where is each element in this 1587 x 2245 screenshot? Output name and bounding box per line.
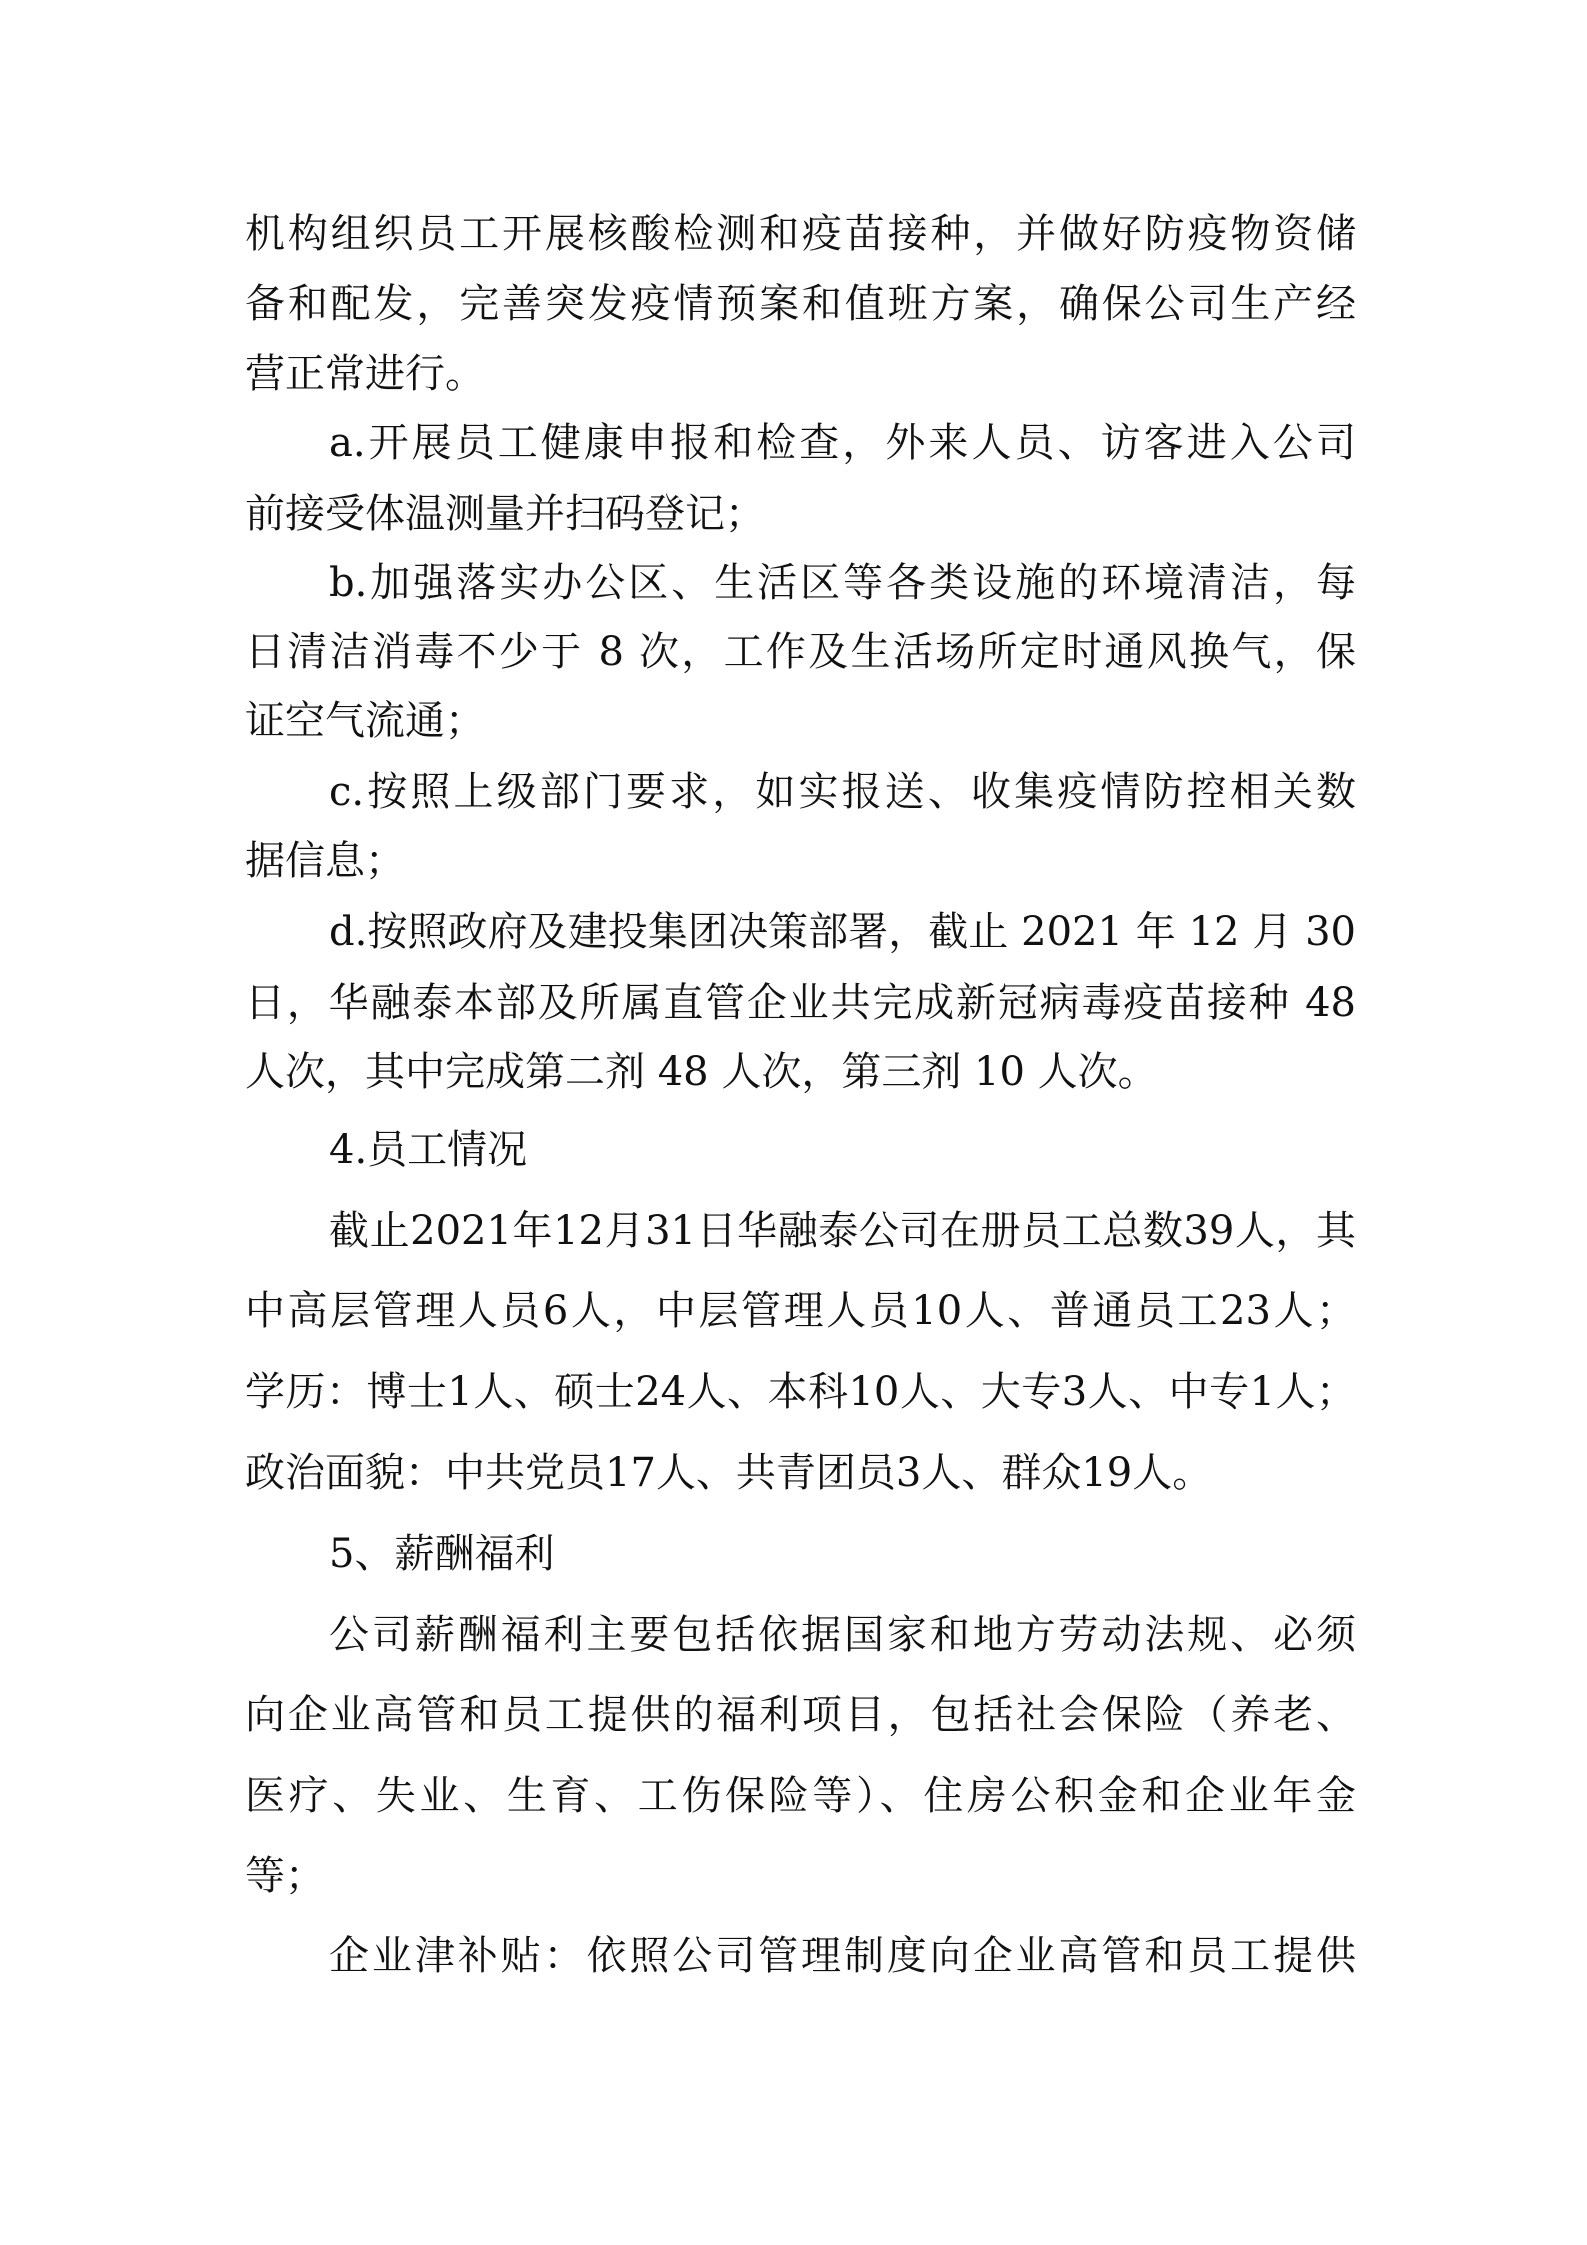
text-line: 机构组织员工开展核酸检测和疫苗接种，并做好防疫物资储 bbox=[245, 211, 1356, 257]
text-line: 备和配发，完善突发疫情预案和值班方案，确保公司生产经 bbox=[245, 281, 1356, 327]
text-line: 日，华融泰本部及所属直管企业共完成新冠病毒疫苗接种 48 bbox=[245, 980, 1356, 1026]
text-line: 公司薪酬福利主要包括依据国家和地方劳动法规、必须 bbox=[329, 1612, 1356, 1658]
text-line: 营正常进行。 bbox=[245, 351, 485, 397]
text-line: 中高层管理人员6人，中层管理人员10人、普通员工23人； bbox=[245, 1288, 1356, 1334]
text-line: 政治面貌：中共党员17人、共青团员3人、群众19人。 bbox=[245, 1450, 1213, 1496]
text-line: c.按照上级部门要求，如实报送、收集疫情防控相关数 bbox=[329, 769, 1356, 815]
text-line: 学历：博士1人、硕士24人、本科10人、大专3人、中专1人； bbox=[245, 1369, 1356, 1415]
text-line: d.按照政府及建投集团决策部署，截止 2021 年 12 月 30 bbox=[329, 909, 1356, 955]
text-line: 人次，其中完成第二剂 48 人次，第三剂 10 人次。 bbox=[245, 1049, 1158, 1095]
text-line: 前接受体温测量并扫码登记； bbox=[245, 491, 765, 537]
text-line: 医疗、失业、生育、工伤保险等）、住房公积金和企业年金 bbox=[245, 1773, 1356, 1819]
text-line: a.开展员工健康申报和检查，外来人员、访客进入公司 bbox=[329, 420, 1356, 466]
text-line: 5、薪酬福利 bbox=[329, 1531, 555, 1577]
text-line: 4.员工情况 bbox=[329, 1127, 528, 1173]
text-line: 企业津补贴：依照公司管理制度向企业高管和员工提供 bbox=[329, 1933, 1356, 1979]
text-line: b.加强落实办公区、生活区等各类设施的环境清洁，每 bbox=[329, 560, 1356, 606]
text-line: 证空气流通； bbox=[245, 698, 485, 744]
text-line: 向企业高管和员工提供的福利项目，包括社会保险（养老、 bbox=[245, 1692, 1356, 1738]
text-line: 截止2021年12月31日华融泰公司在册员工总数39人，其 bbox=[329, 1208, 1356, 1254]
text-line: 等； bbox=[245, 1853, 325, 1899]
text-line: 据信息； bbox=[245, 838, 405, 884]
text-line: 日清洁消毒不少于 8 次，工作及生活场所定时通风换气，保 bbox=[245, 629, 1356, 675]
